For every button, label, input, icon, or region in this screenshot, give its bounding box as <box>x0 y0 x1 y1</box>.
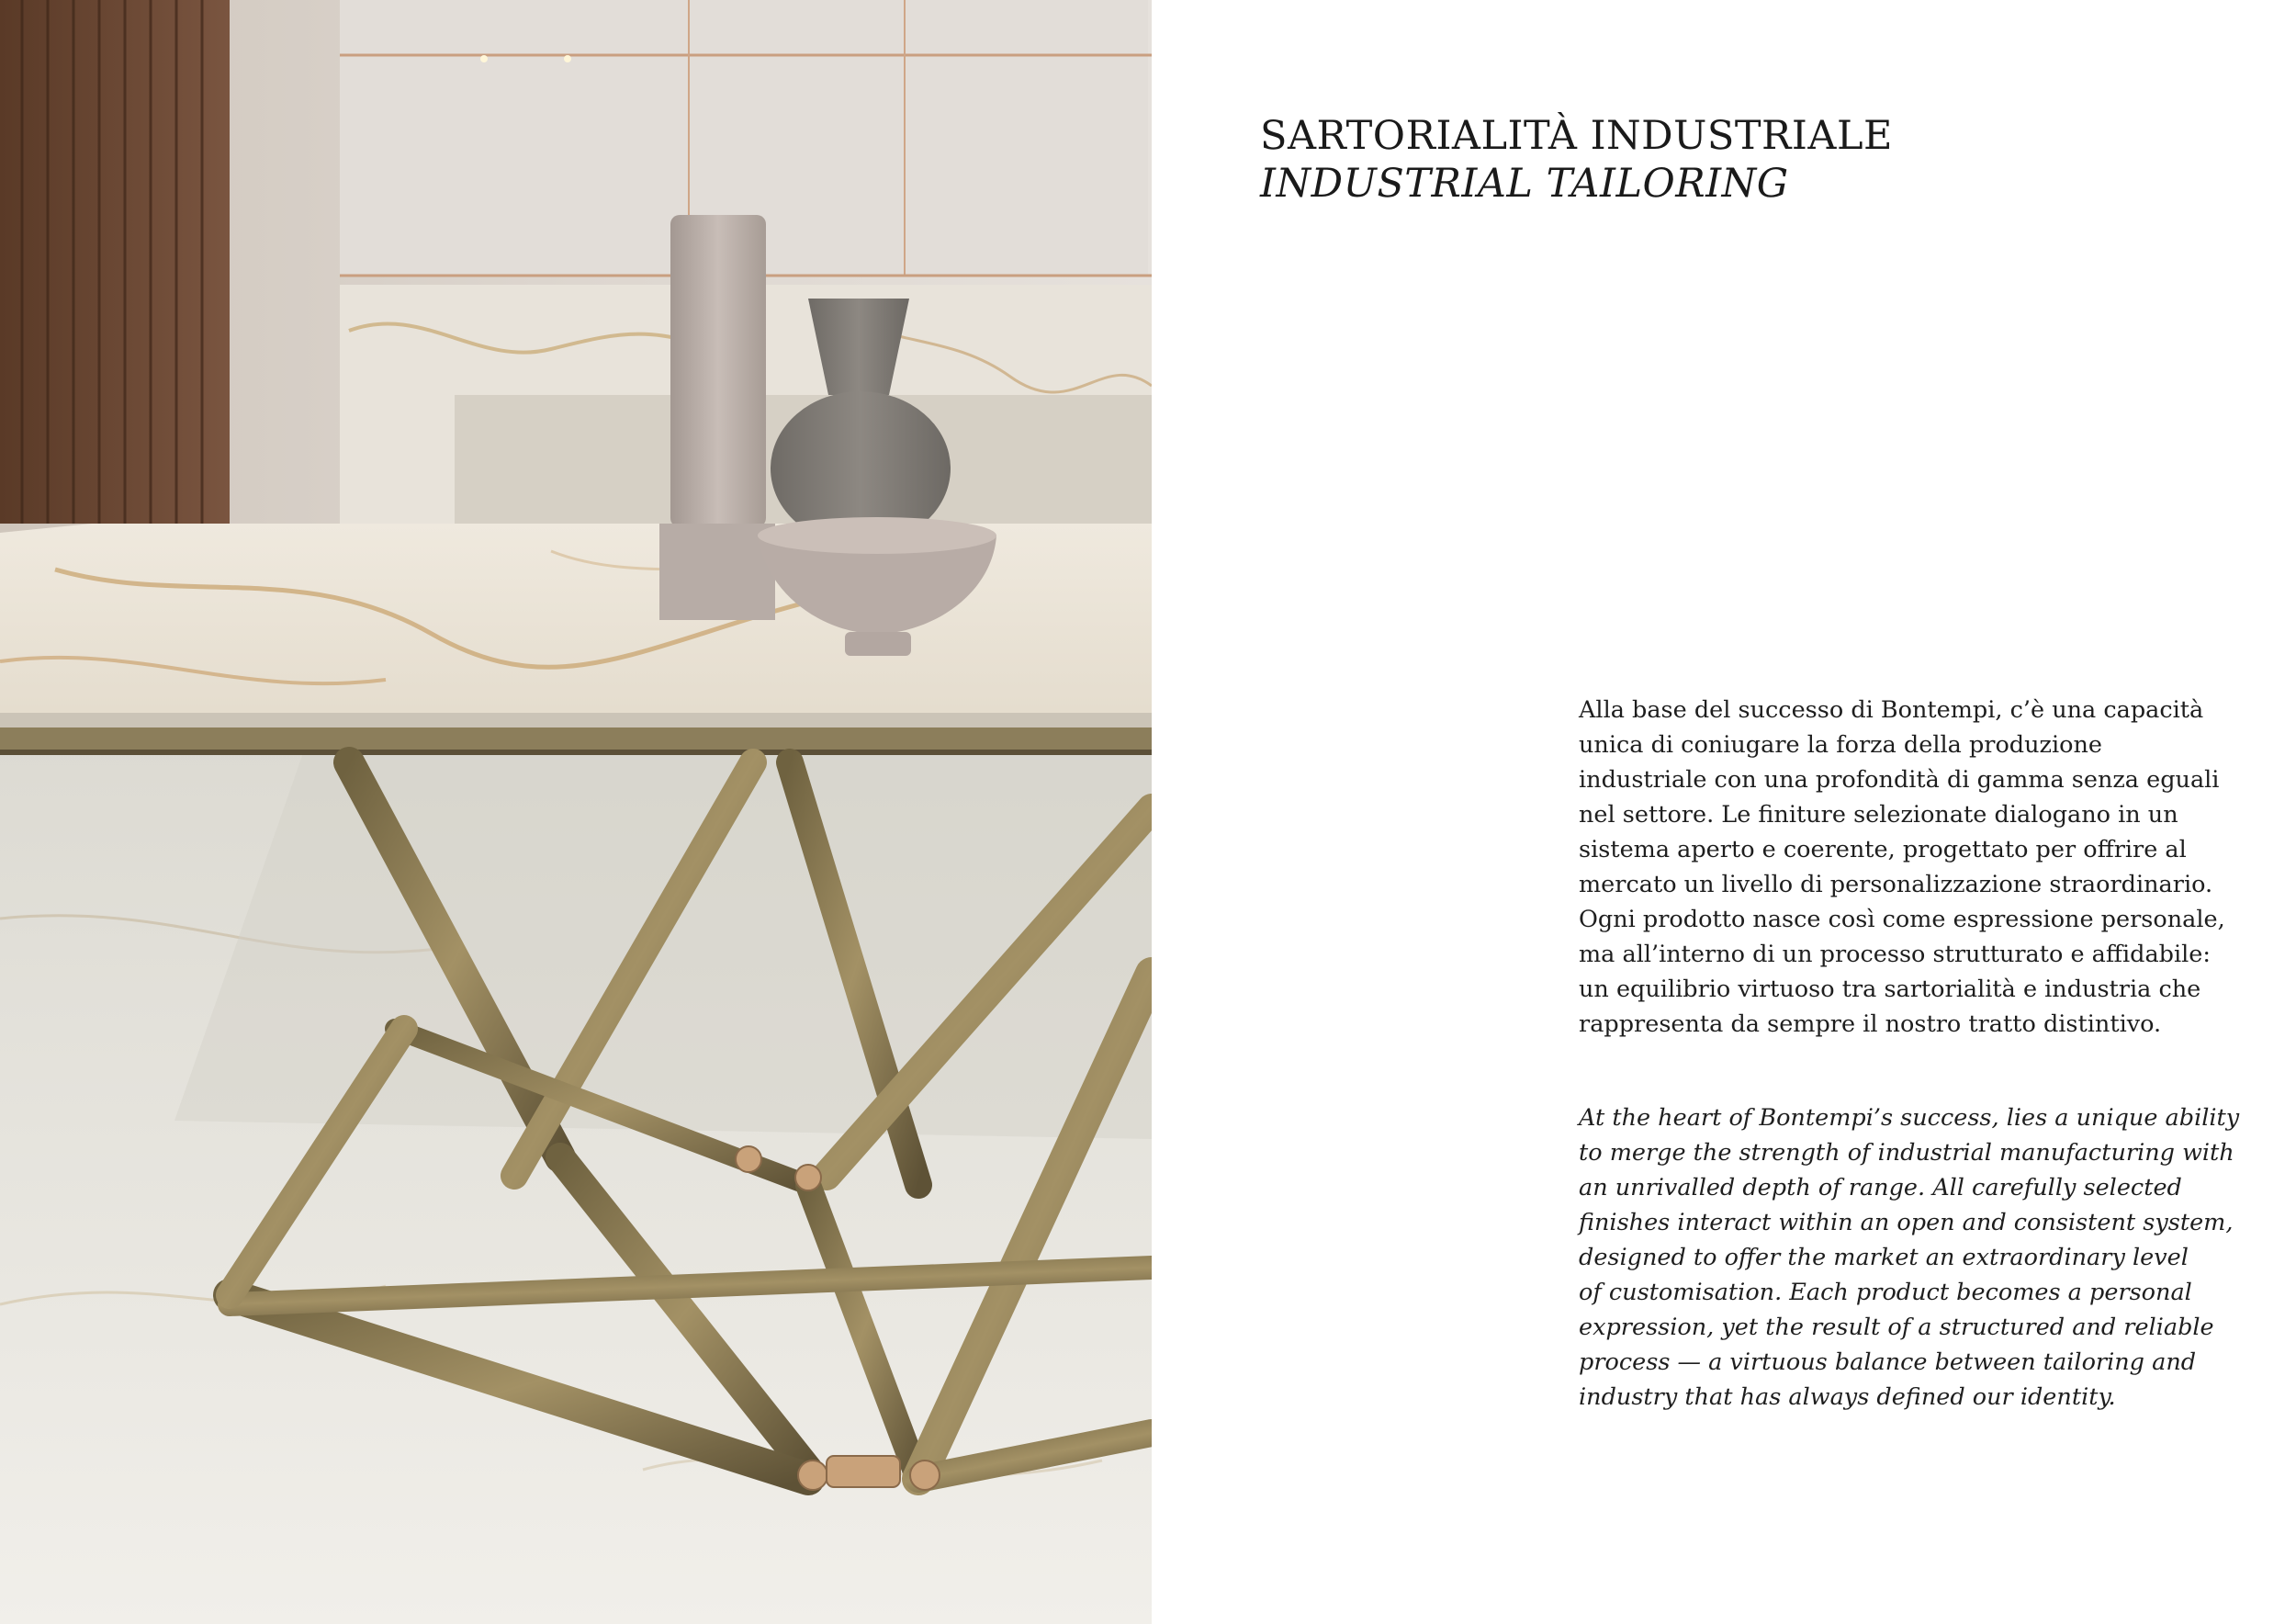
text-line: rappresenta da sempre il nostro tratto distintivo. <box>1579 1010 2162 1038</box>
text-line: to merge the strength of industrial manufacturing with <box>1579 1139 2234 1167</box>
text-line: of customisation. Each product becomes a personal <box>1579 1279 2192 1306</box>
text-line: process — a virtuous balance between tailoring and <box>1579 1348 2197 1376</box>
text-line: nel settore. Le finiture selezionate dialogano in un <box>1579 801 2178 829</box>
text-line: Alla base del successo di Bontempi, c’è una capacità <box>1579 696 2204 724</box>
body-text-english <box>1579 1100 2240 1415</box>
text-line: designed to offer the market an extraordinary level <box>1579 1244 2189 1271</box>
page-heading <box>1260 112 1893 208</box>
text-line: finishes interact within an open and consistent system, <box>1579 1209 2234 1236</box>
text-line: un equilibrio virtuoso tra sartorialità e industria che <box>1579 976 2201 1003</box>
text-line: an unrivalled depth of range. All carefully selected <box>1579 1174 2182 1201</box>
text-line: Ogni prodotto nasce così come espressione personale, <box>1579 906 2225 933</box>
text-line: unica di coniugare la forza della produzione <box>1579 731 2103 759</box>
text-line: At the heart of Bontempi’s success, lies a unique ability <box>1579 1104 2240 1132</box>
text-line: sistema aperto e coerente, progettato per offrire al <box>1579 836 2187 863</box>
text-line: industry that has always defined our identity. <box>1579 1383 2116 1411</box>
title-italian: SARTORIALITÀ INDUSTRIALE <box>1260 113 1893 159</box>
text-line: mercato un livello di personalizzazione straordinario. <box>1579 871 2213 898</box>
body-text-italian <box>1579 693 2225 1042</box>
text-line: expression, yet the result of a structured and reliable <box>1579 1314 2214 1341</box>
text-line: industriale con una profondità di gamma senza eguali <box>1579 766 2220 794</box>
title-english: INDUSTRIAL TAILORING <box>1260 161 1789 207</box>
text-line: ma all’interno di un processo strutturato e affidabile: <box>1579 941 2211 968</box>
